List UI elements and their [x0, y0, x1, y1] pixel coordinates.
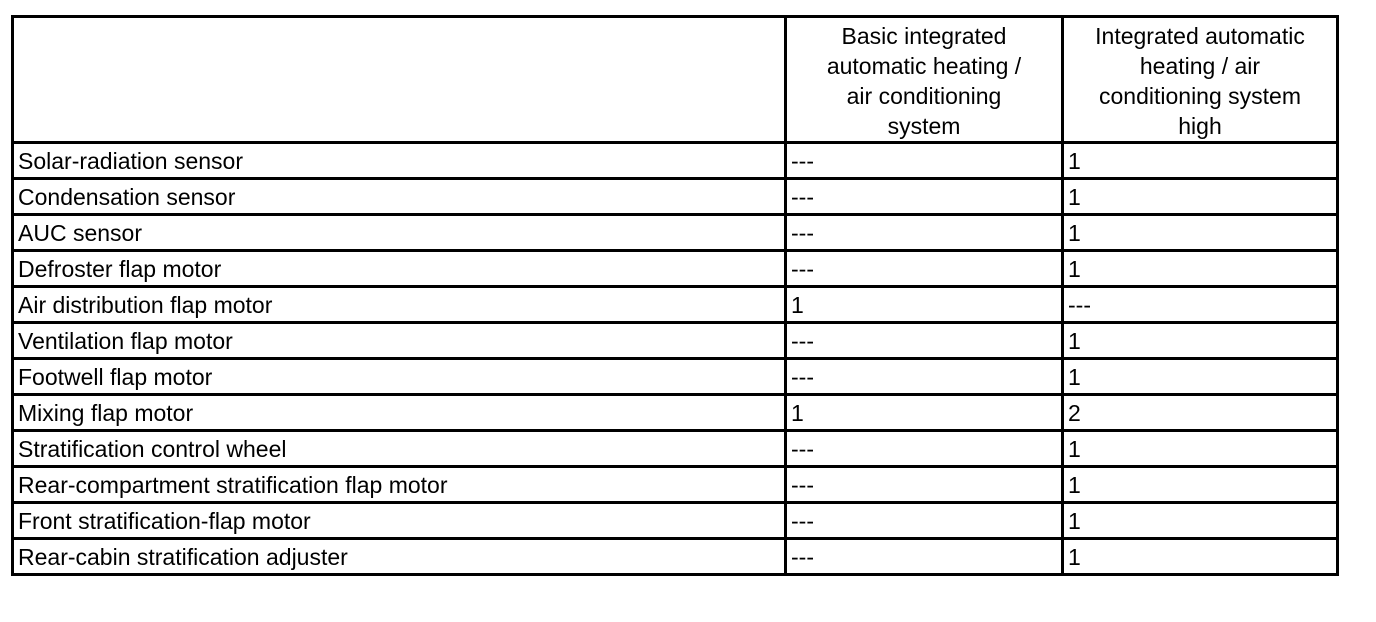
high-count-cell: 1	[1063, 359, 1338, 395]
header-high-line: heating / air	[1139, 53, 1261, 79]
basic-count-cell: ---	[786, 467, 1063, 503]
table-row	[13, 359, 1338, 395]
header-basic-line: Basic integrated	[841, 23, 1007, 49]
component-cell: Front stratification-flap motor	[13, 503, 786, 539]
header-high-line: Integrated automatic	[1095, 23, 1305, 49]
high-count-cell: 1	[1063, 143, 1338, 179]
component-cell: Condensation sensor	[13, 179, 786, 215]
table-row	[13, 467, 1338, 503]
basic-count-cell: ---	[786, 215, 1063, 251]
table-row	[13, 323, 1338, 359]
header-basic-line: automatic heating /	[826, 53, 1022, 79]
header-high-line: high	[1178, 113, 1222, 139]
header-high-system	[1063, 17, 1338, 143]
component-cell: Rear-compartment stratification flap motor	[13, 467, 786, 503]
basic-count-cell: ---	[786, 251, 1063, 287]
basic-count-cell: ---	[786, 179, 1063, 215]
basic-count-cell: 1	[786, 395, 1063, 431]
component-cell: Mixing flap motor	[13, 395, 786, 431]
component-cell: Solar-radiation sensor	[13, 143, 786, 179]
table-row	[13, 539, 1338, 575]
table-row	[13, 143, 1338, 179]
component-cell: Stratification control wheel	[13, 431, 786, 467]
basic-count-cell: ---	[786, 143, 1063, 179]
high-count-cell: 1	[1063, 503, 1338, 539]
header-basic-line: air conditioning	[846, 83, 1002, 109]
high-count-cell: 2	[1063, 395, 1338, 431]
header-basic-system	[786, 17, 1063, 143]
component-cell: AUC sensor	[13, 215, 786, 251]
basic-count-cell: 1	[786, 287, 1063, 323]
basic-count-cell: ---	[786, 323, 1063, 359]
component-cell: Ventilation flap motor	[13, 323, 786, 359]
high-count-cell: 1	[1063, 215, 1338, 251]
table-header-row	[13, 17, 1338, 143]
table-row	[13, 215, 1338, 251]
header-basic-line: system	[887, 113, 961, 139]
components-table	[11, 15, 1339, 576]
table-row	[13, 251, 1338, 287]
table-row	[13, 179, 1338, 215]
component-cell: Air distribution flap motor	[13, 287, 786, 323]
component-cell: Rear-cabin stratification adjuster	[13, 539, 786, 575]
table-row	[13, 287, 1338, 323]
high-count-cell: 1	[1063, 467, 1338, 503]
high-count-cell: 1	[1063, 323, 1338, 359]
high-count-cell: 1	[1063, 251, 1338, 287]
component-cell: Footwell flap motor	[13, 359, 786, 395]
basic-count-cell: ---	[786, 503, 1063, 539]
component-cell: Defroster flap motor	[13, 251, 786, 287]
high-count-cell: 1	[1063, 431, 1338, 467]
header-component	[13, 17, 786, 143]
header-high-line: conditioning system	[1099, 83, 1301, 109]
table-row	[13, 395, 1338, 431]
high-count-cell: ---	[1063, 287, 1338, 323]
basic-count-cell: ---	[786, 359, 1063, 395]
basic-count-cell: ---	[786, 539, 1063, 575]
table-row	[13, 431, 1338, 467]
basic-count-cell: ---	[786, 431, 1063, 467]
table-row	[13, 503, 1338, 539]
high-count-cell: 1	[1063, 179, 1338, 215]
high-count-cell: 1	[1063, 539, 1338, 575]
